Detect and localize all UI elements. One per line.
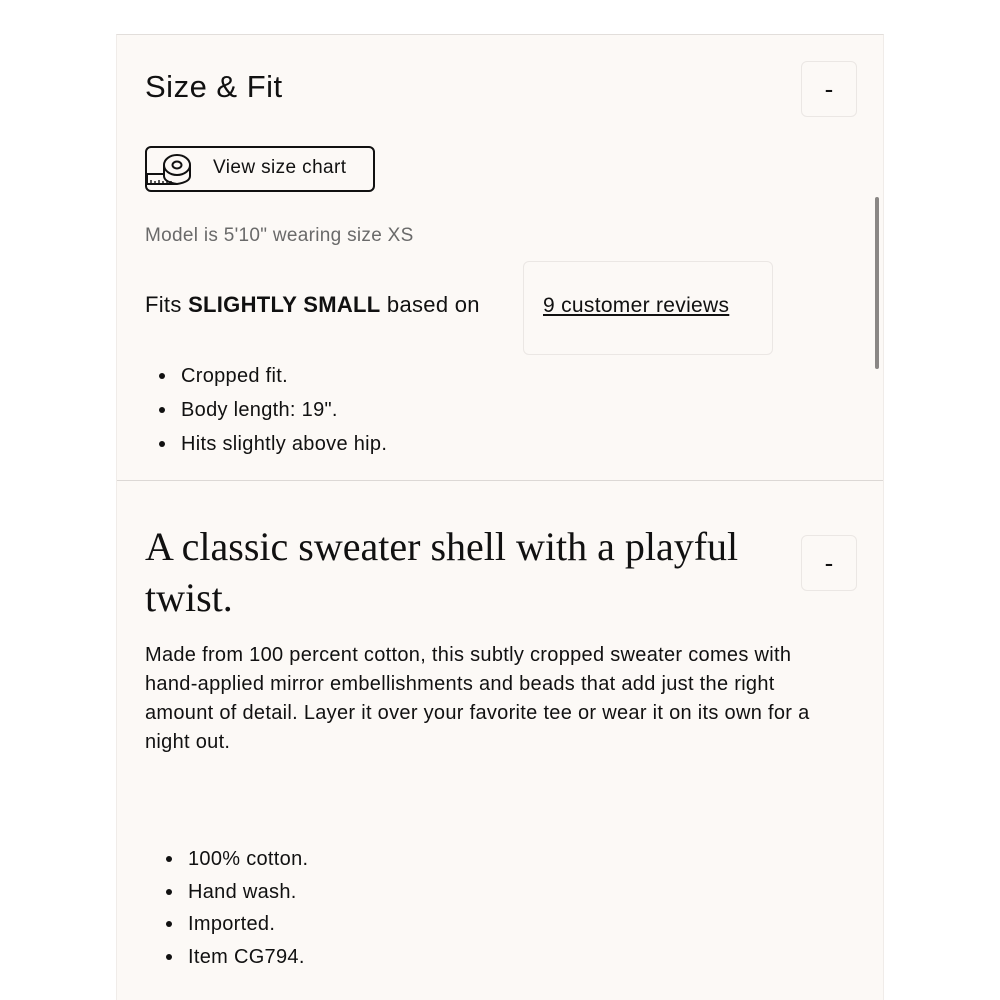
- list-item: Item CG794.: [152, 941, 308, 974]
- size-fit-collapse-button[interactable]: -: [801, 61, 857, 117]
- product-details-panel: [116, 34, 884, 1000]
- fit-summary-emphasis: SLIGHTLY SMALL: [188, 292, 381, 317]
- view-size-chart-button[interactable]: [145, 146, 375, 192]
- customer-reviews-box[interactable]: [523, 261, 773, 355]
- description-body: Made from 100 percent cotton, this subtly cropped sweater comes with hand-applied mirror embellishments and beads that add just the right amount of detail. Layer it over your favorite tee or wear it on its own for a night out.: [145, 644, 810, 753]
- size-fit-section: [117, 35, 883, 481]
- list-item: Cropped fit.: [145, 359, 387, 393]
- view-size-chart-label: View size chart: [213, 157, 347, 178]
- fit-summary-prefix: Fits: [145, 292, 189, 317]
- list-item: Hand wash.: [152, 876, 308, 909]
- description-title: A classic sweater shell with a playful twist.: [145, 524, 739, 620]
- list-item: Body length: 19".: [145, 393, 387, 427]
- model-size-info: Model is 5'10" wearing size XS: [145, 225, 414, 246]
- fit-summary-suffix: based on: [380, 292, 480, 317]
- list-item: Hits slightly above hip.: [145, 427, 387, 461]
- description-collapse-button[interactable]: -: [801, 535, 857, 591]
- fit-notes-list: [145, 359, 387, 461]
- size-fit-title: Size & Fit: [145, 69, 283, 104]
- customer-reviews-link[interactable]: 9 customer reviews: [543, 294, 730, 317]
- fit-summary: [145, 292, 480, 318]
- measuring-tape-icon: [143, 152, 201, 188]
- list-item: Imported.: [152, 908, 308, 941]
- product-details-list: [152, 843, 308, 973]
- list-item: 100% cotton.: [152, 843, 308, 876]
- scrollbar-thumb[interactable]: [875, 197, 879, 369]
